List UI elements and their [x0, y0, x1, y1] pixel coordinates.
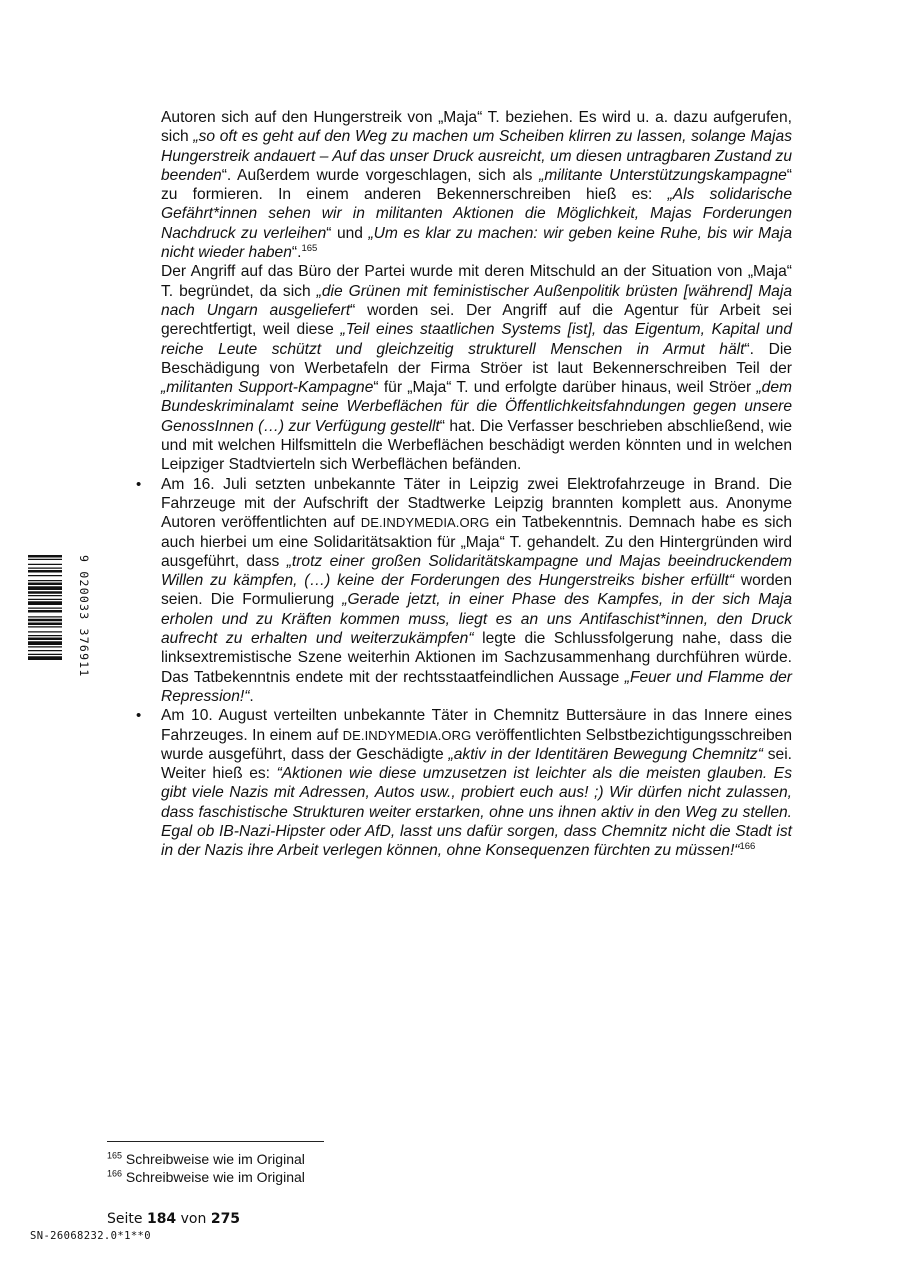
text-run: Autoren sich auf den Hungerstreik von „Maja“ T. beziehen. Es wird u. a. dazu aufgerufen, sich: [161, 109, 792, 146]
footnote-165: [107, 1150, 305, 1168]
barcode-bar: [28, 654, 62, 655]
page-body: [136, 108, 793, 861]
barcode-bar: [28, 626, 62, 627]
barcode-bar: [28, 595, 62, 596]
text-run: “ zu formieren. In einem anderen Bekennerschreiben hieß es:: [161, 166, 792, 204]
quote: „militanten Support-Kampagne: [161, 379, 374, 397]
text-run: legte die Schlussfolgerung nahe, dass die linksextremistische Szene weiterhin Aktionen im Sachzusammenhang durchführen würde. Das Tatbekenntnis endete mit der rechtsstaatfeindlichen Aussage: [161, 630, 792, 686]
bullet-marker: •: [136, 475, 142, 493]
text-run: Am 16. Juli setzten unbekannte Täter in Leipzig zwei Elektrofahrzeuge in Brand. Die Fahrzeuge mit der Aufschrift der Stadtwerke Leipzig brannten komplett aus. Anonyme Autoren veröffentlichten auf: [161, 475, 792, 532]
barcode-bar: [28, 599, 62, 600]
document-code: SN-26068232.0*1**0: [30, 1230, 151, 1242]
quote: „Gerade jetzt, in einer Phase des Kampfes, in der sich Maja erholen und zu Kräften kommen muss, liegt es an uns Antifaschist*innen, den Druck aufrecht zu erhalten und weiterzukämpfen“: [161, 591, 792, 648]
footnote-number: 165: [107, 1150, 123, 1161]
barcode-bar: [28, 608, 62, 609]
barcode-bar: [28, 583, 62, 586]
quote: „so oft es geht auf den Weg zu machen um Scheiben klirren zu lassen, solange Majas Hungerstreik andauert – Auf das unser Druck ausreicht, um diesen untragbaren Zustand zu beenden: [161, 128, 792, 184]
barcode: [28, 555, 91, 715]
barcode-digits: 9 020033 376911: [77, 555, 91, 678]
footnote-number: 166: [107, 1168, 123, 1179]
text-run: ein Tatbekenntnis. Demnach habe es sich auch hierbei um eine Solidaritätsaktion für „Maja“ T. gehandelt. Zu den Hintergründen wird ausgeführt, dass: [161, 514, 793, 570]
barcode-bar: [28, 591, 62, 594]
barcode-bar: [28, 586, 62, 590]
text-run: Am 10. August verteilten unbekannte Täter in Chemnitz Buttersäure in das Innere eines Fahrzeuges. In einem auf: [161, 707, 792, 744]
list-item: [136, 475, 793, 707]
barcode-bar: [28, 619, 62, 622]
barcode-bar: [28, 564, 62, 565]
text-run: sei. Weiter hieß es:: [161, 745, 792, 783]
page-label: Seite: [107, 1211, 143, 1227]
quote: „dem Bundeskriminalamt seine Werbeflächen für die Öffentlichkeitsfahndungen gegen unsere GenossInnen (…) zur Verfügung gestellt: [161, 379, 793, 435]
text-run: “ für „Maja“ T. und erfolgte darüber hinaus, weil Ströer: [373, 379, 757, 397]
quote: „militante Unterstützungskampagne: [539, 166, 787, 184]
barcode-bar: [28, 575, 62, 576]
page-sep: von: [180, 1211, 207, 1227]
barcode-bar: [28, 635, 62, 636]
barcode-bar: [28, 610, 62, 613]
paragraph-1: [161, 108, 792, 262]
footnote-text: Schreibweise wie im Original: [125, 1169, 305, 1185]
barcode-bar: [28, 650, 62, 651]
text-run: “. Die Beschädigung von Werbetafeln der Firma Ströer ist laut Bekennerschreiben Teil der: [161, 340, 792, 377]
barcode-bar: [28, 555, 62, 558]
text-run: “.: [291, 244, 302, 262]
total-pages: 275: [210, 1211, 241, 1227]
quote: „Feuer und Flamme der Repression!“: [161, 668, 793, 705]
barcode-bar: [28, 623, 62, 626]
footnote-separator: [107, 1141, 324, 1142]
paragraph-2: [161, 262, 792, 474]
text-run: “. Außerdem wurde vorgeschlagen, sich als: [221, 166, 540, 184]
barcode-bar: [28, 656, 62, 660]
current-page: 184: [146, 1211, 177, 1227]
quote: „Als solidarische Gefährt*innen sehen wir in militanten Aktionen die Möglichkeit, Majas Forderungen Nachdruck zu verleihen: [161, 186, 793, 242]
website-name: DE.INDYMEDIA.ORG: [360, 515, 490, 531]
footnote-ref-165[interactable]: 165: [301, 242, 318, 254]
barcode-bar: [28, 570, 62, 573]
text-run: worden seien. Die Formulierung: [161, 572, 792, 609]
barcode-bar: [28, 559, 62, 560]
text-run: “ worden sei. Der Angriff auf die Agentur für Arbeit sei gerechtfertigt, weil diese: [161, 301, 792, 339]
barcode-bar: [28, 616, 62, 617]
barcode-bar: [28, 631, 62, 632]
barcode-bars: [28, 555, 62, 715]
quote: “Aktionen wie diese umzusetzen ist leichter als die meisten glauben. Es gibt viele Nazis mit Adressen, Autos usw., probiert euch aus! ;) Wir dürfen nicht zulassen, dass faschistische Strukturen weiter erstarken, ohne uns ihnen aktiv in den Weg zu stellen. Egal ob IB-Nazi-Hipster oder AfD, lasst uns dafür sorgen, dass Chemnitz nicht die Stadt ist in der Nazis ihre Arbeit verlegen können, ohne Konsequenzen fürchten zu müssen!“: [161, 765, 792, 860]
text-run: veröffentlichten Selbstbezichtigungsschreiben wurde ausgeführt, dass der Geschädigte: [161, 726, 792, 763]
text-run: Der Angriff auf das Büro der Partei wurde mit deren Mitschuld an der Situation von „Maja“ T. begründet, da sich: [161, 263, 792, 300]
barcode-bar: [28, 638, 62, 641]
list-item: [136, 706, 792, 860]
quote: „aktiv in der Identitären Bewegung Chemnitz“: [448, 745, 763, 763]
barcode-bar: [28, 580, 62, 581]
barcode-bar: [28, 601, 62, 605]
page-number: [107, 1211, 240, 1227]
quote: „die Grünen mit feministischer Außenpolitik brüsten [während] Maja nach Ungarn ausgeliefert: [161, 282, 792, 319]
quote: „Um es klar zu machen: wir geben keine Ruhe, bis wir Maja nicht wieder haben: [161, 224, 792, 262]
quote: „trotz einer großen Solidaritätskampagne und Majas beeindruckendem Willen zu kämpfen, (…) keine der Forderungen des Hungerstreiks bisher erfüllt“: [161, 552, 792, 590]
text-run: “ hat. Die Verfasser beschrieben abschließend, wie und mit welchen Hilfsmitteln die Werbeflächen beschädigt werden könnten und in welchen Leipziger Stadtvierteln sich Werbeflächen befänden.: [161, 417, 792, 474]
barcode-bar: [28, 646, 62, 647]
text-run: “ und: [326, 224, 369, 242]
barcode-bar: [28, 641, 62, 645]
text-run: .: [249, 687, 254, 705]
quote: „Teil eines staatlichen Systems [ist], das Eigentum, Kapital und reiche Leute schützt und gleichzeitig strukturell Menschen in Armut hält: [161, 321, 792, 358]
website-name: DE.INDYMEDIA.ORG: [342, 727, 472, 743]
footnote-text: Schreibweise wie im Original: [125, 1151, 305, 1167]
footnotes: [107, 1150, 305, 1186]
barcode-bar: [28, 568, 62, 569]
bullet-list: [136, 475, 793, 861]
footnote-ref-166[interactable]: 166: [739, 841, 756, 853]
bullet-marker: •: [136, 707, 142, 725]
footnote-166: [107, 1168, 305, 1186]
